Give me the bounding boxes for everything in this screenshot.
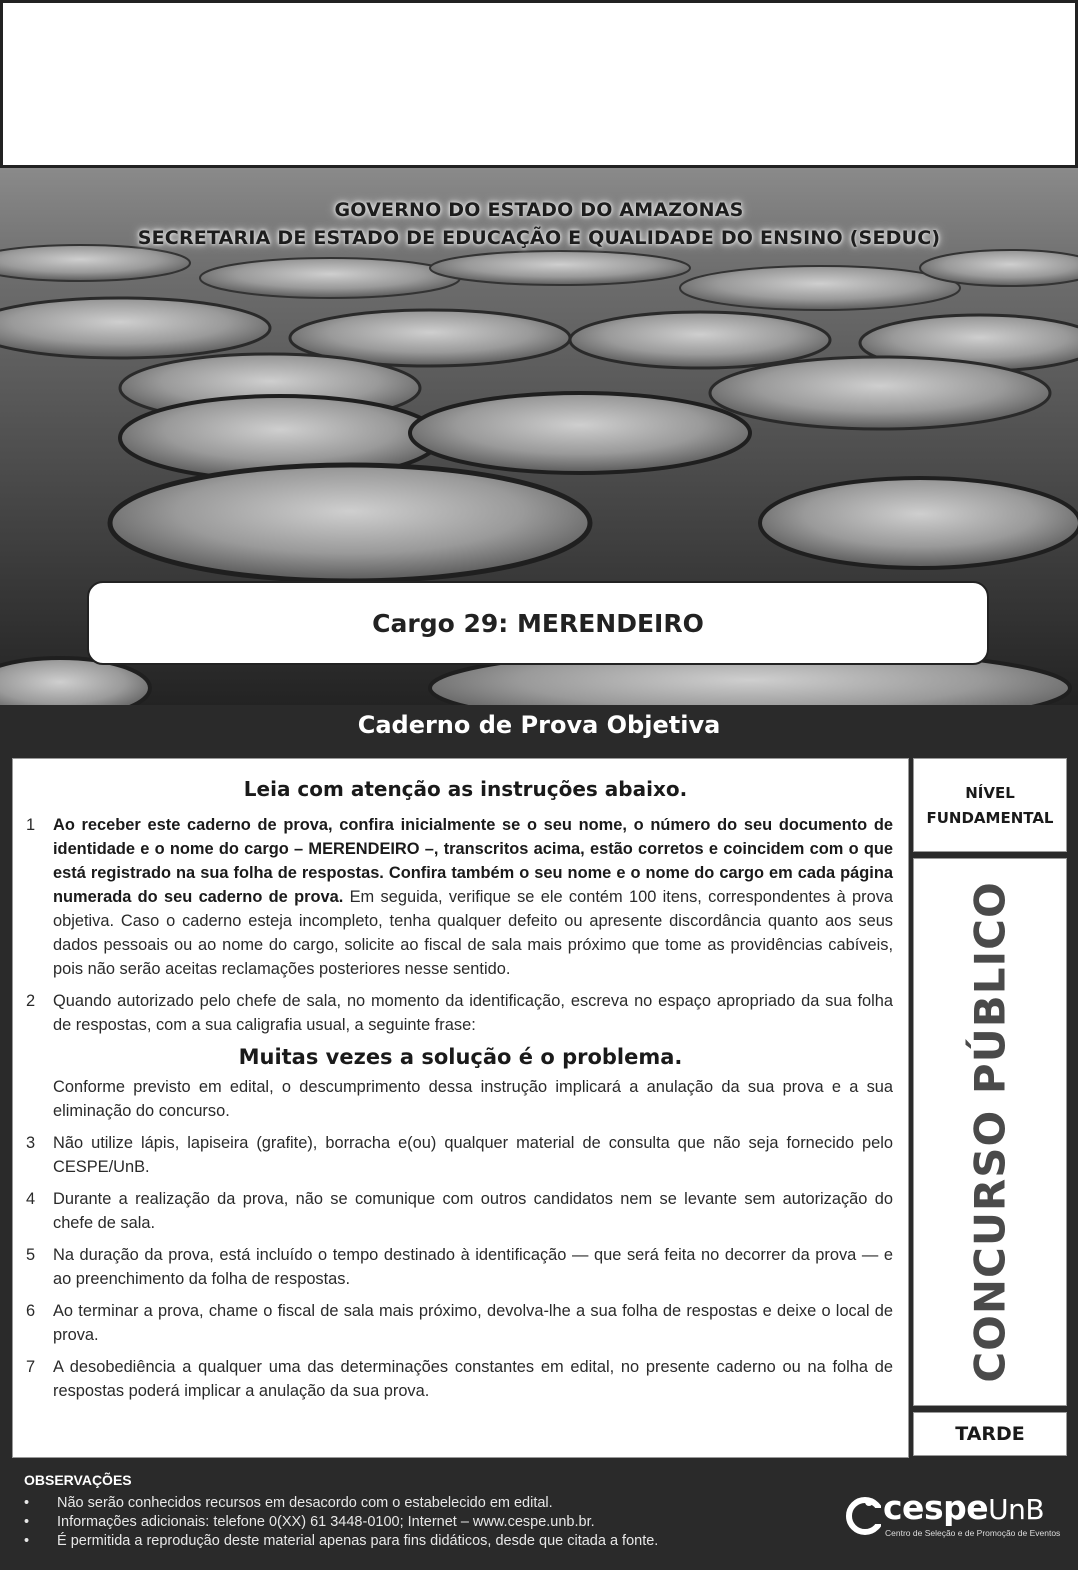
instruction-regular-text: Em seguida, verifique se ele contém 100 itens, correspondentes à prova objetiva. Caso o caderno esteja incompleto, tenha qualquer defeito ou apresente discordância quanto aos seus dados pessoais ou ao nome do cargo, solicite ao fiscal de sala mais próximo que tome as providências cabíveis, pois não serão aceitas reclamações posteriores nesse sentido. xyxy=(53,888,894,978)
blank-header-area xyxy=(0,0,1078,168)
instruction-item-4 xyxy=(25,1187,896,1235)
nivel-box xyxy=(913,758,1067,852)
cespe-tagline: Centro de Seleção e de Promoção de Eventos xyxy=(885,1528,1061,1538)
instruction-number: 5 xyxy=(26,1246,36,1264)
bullet-icon: • xyxy=(24,1514,30,1530)
instruction-text xyxy=(53,813,893,981)
instruction-number: 6 xyxy=(26,1302,36,1320)
instruction-text: Quando autorizado pelo chefe de sala, no momento da identificação, escreva no espaço apropriado da sua folha de respostas, com a sua caligrafia usual, a seguinte frase: xyxy=(53,992,893,1034)
caderno-title-bar xyxy=(0,705,1078,747)
concurso-publico-label: CONCURSO PÚBLICO xyxy=(965,881,1015,1383)
bullet-icon: • xyxy=(24,1495,30,1511)
observations-list xyxy=(24,1494,658,1551)
turno-label: TARDE xyxy=(955,1423,1025,1445)
instruction-text: A desobediência a qualquer uma das determinações constantes em edital, no presente caderno ou na folha de respostas poderá implicar a anulação da sua prova. xyxy=(53,1358,893,1400)
cespe-word: cespe xyxy=(883,1488,989,1527)
cargo-title-box xyxy=(87,581,989,665)
instruction-text: Ao terminar a prova, chame o fiscal de sala mais próximo, devolva-lhe a sua folha de respostas e deixe o local de prova. xyxy=(53,1302,893,1344)
caderno-title: Caderno de Prova Objetiva xyxy=(357,711,721,739)
observations-title: OBSERVAÇÕES xyxy=(24,1472,132,1488)
instruction-continuation: Conforme previsto em edital, o descumprimento dessa instrução implicará a anulação da sua prova e a sua eliminação do concurso. xyxy=(53,1078,893,1120)
required-phrase: Muitas vezes a solução é o problema. xyxy=(238,1045,683,1069)
instruction-item-1 xyxy=(25,813,896,981)
observation-item xyxy=(24,1494,658,1513)
instruction-number: 1 xyxy=(26,816,36,834)
cespe-mark-icon xyxy=(845,1494,881,1538)
instruction-number: 4 xyxy=(26,1190,36,1208)
water-lily-photo-banner xyxy=(0,168,1078,705)
government-line-1: GOVERNO DO ESTADO DO AMAZONAS xyxy=(334,199,744,221)
cespe-unb-logo xyxy=(845,1488,1061,1548)
instruction-number: 2 xyxy=(26,992,36,1010)
instruction-text: Na duração da prova, está incluído o tempo destinado à identificação — que será feita no decorrer da prova — e ao preenchimento da folha de respostas. xyxy=(53,1246,893,1288)
instruction-number: 3 xyxy=(26,1134,36,1152)
turno-box xyxy=(913,1412,1067,1456)
main-content xyxy=(4,750,1074,1462)
observation-item xyxy=(24,1532,658,1551)
instructions-heading: Leia com atenção as instruções abaixo. xyxy=(243,777,688,801)
footer xyxy=(0,1462,1078,1570)
instruction-text: Durante a realização da prova, não se comunique com outros candidatos nem se levante sem autorização do chefe de sala. xyxy=(53,1190,893,1232)
observation-text: Informações adicionais: telefone 0(XX) 61 3448-0100; Internet – www.cespe.unb.br. xyxy=(57,1514,595,1530)
concurso-box xyxy=(913,858,1067,1406)
instruction-bold-text: Ao receber este caderno de prova, confira inicialmente se o seu nome, o número do seu documento de identidade e o nome do cargo – MERENDEIRO –, transcritos acima, estão corretos e coincidem com o que está registrado na sua folha de respostas. Confira também o seu nome e o nome do cargo em cada página numerada do seu caderno de prova. xyxy=(53,816,893,906)
instruction-item-5 xyxy=(25,1243,896,1291)
instruction-item-3 xyxy=(25,1131,896,1179)
cespe-wordmark xyxy=(883,1488,1044,1527)
observation-item xyxy=(24,1513,658,1532)
nivel-label: NÍVEL xyxy=(965,784,1015,802)
cargo-title: Cargo 29: MERENDEIRO xyxy=(372,608,704,638)
government-title xyxy=(0,196,1078,252)
instruction-number: 7 xyxy=(26,1358,36,1376)
government-line-2: SECRETARIA DE ESTADO DE EDUCAÇÃO E QUALIDADE DO ENSINO (SEDUC) xyxy=(137,227,941,249)
instruction-item-6 xyxy=(25,1299,896,1347)
unb-word: UnB xyxy=(988,1493,1045,1526)
instruction-text: Não utilize lápis, lapiseira (grafite), borracha e(ou) qualquer material de consulta que não seja fornecido pelo CESPE/UnB. xyxy=(53,1134,893,1176)
instruction-item-7 xyxy=(25,1355,896,1403)
observation-text: Não serão conhecidos recursos em desacordo com o estabelecido em edital. xyxy=(57,1495,553,1511)
bullet-icon: • xyxy=(24,1533,30,1549)
nivel-value: FUNDAMENTAL xyxy=(926,809,1054,827)
instruction-item-2 xyxy=(25,989,896,1037)
instructions-panel xyxy=(12,758,909,1458)
observation-text: É permitida a reprodução deste material apenas para fins didáticos, desde que citada a fonte. xyxy=(57,1533,659,1549)
